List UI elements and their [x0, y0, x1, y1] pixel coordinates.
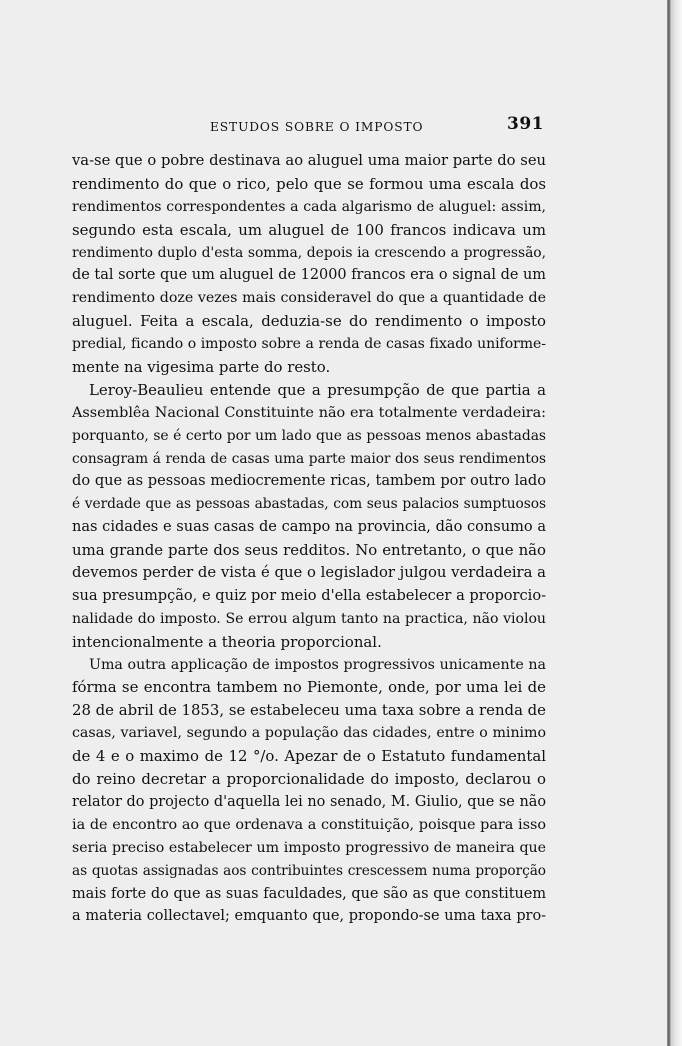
text-line: porquanto, se é certo por um lado que as pessoas menos abastadas [72, 427, 546, 444]
body-text [72, 150, 546, 928]
text-line: de tal sorte que um aluguel de 12000 francos era o signal de um [72, 267, 546, 284]
page-edge [667, 0, 682, 1046]
text-line: é verdade que as pessoas abastadas, com seus palacios sumptuosos [72, 496, 546, 513]
text-line: consagram á renda de casas uma parte maior dos seus rendimentos [72, 450, 546, 467]
text-line: uma grande parte dos seus redditos. No entretanto, o que não [72, 541, 546, 560]
text-line: fórma se encontra tambem no Piemonte, onde, por uma lei de [72, 678, 546, 697]
text-line: de 4 e o maximo de 12 °/o. Apezar de o Estatuto fundamental [72, 747, 546, 766]
text-line: casas, variavel, segundo a população das cidades, entre o minimo [72, 725, 546, 742]
text-line: ia de encontro ao que ordenava a constituição, poisque para isso [72, 816, 546, 833]
text-line: va-se que o pobre destinava ao aluguel uma maior parte do seu [72, 152, 546, 169]
text-line: rendimento do que o rico, pelo que se formou uma escala dos [72, 174, 546, 193]
text-line: 28 de abril de 1853, se estabeleceu uma taxa sobre a renda de [72, 701, 546, 720]
text-line: Uma outra applicação de impostos progressivos unicamente na [89, 656, 546, 673]
page-header [72, 114, 546, 138]
text-line: rendimentos correspondentes a cada algarismo de aluguel: assim, [72, 198, 546, 215]
text-line: devemos perder de vista é que o legislador julgou verdadeira a [72, 564, 546, 582]
text-line: do reino decretar a proporcionalidade do imposto, declarou o [72, 770, 546, 789]
text-line: predial, ficando o imposto sobre a renda de casas fixado uniforme- [72, 336, 546, 353]
text-line: Leroy-Beaulieu entende que a presumpção de que partia a [89, 380, 546, 399]
text-line: a materia collectavel; emquanto que, propondo-se uma taxa pro- [72, 908, 546, 925]
text-line: rendimento doze vezes mais consideravel do que a quantidade de [72, 290, 546, 307]
text-line: relator do projecto d'aquella lei no senado, M. Giulio, que se não [72, 793, 546, 810]
text-line: sua presumpção, e quiz por meio d'ella estabelecer a proporcio- [72, 586, 546, 604]
page-number: 391 [507, 114, 544, 134]
text-line: segundo esta escala, um aluguel de 100 francos indicava um [72, 220, 546, 239]
text-line: nas cidades e suas casas de campo na provincia, dão consumo a [72, 518, 546, 536]
text-line: aluguel. Feita a escala, deduzia-se do rendimento o imposto [72, 312, 546, 331]
text-line: as quotas assignadas aos contribuintes crescessem numa proporção [72, 862, 546, 879]
text-line: do que as pessoas mediocremente ricas, tambem por outro lado [72, 472, 546, 490]
text-line: rendimento duplo d'esta somma, depois ia crescendo a progressão, [72, 244, 546, 261]
text-line: Assemblêa Nacional Constituinte não era totalmente verdadeira: [72, 404, 546, 421]
text-line: intencionalmente a theoria proporcional. [72, 632, 382, 651]
text-line: seria preciso estabelecer um imposto progressivo de maneira que [72, 839, 546, 856]
text-line: mais forte do que as suas faculdades, que são as que constituem [72, 885, 546, 902]
running-title: ESTUDOS SOBRE O IMPOSTO [210, 120, 424, 134]
text-line: mente na vigesima parte do resto. [72, 358, 331, 377]
text-line: nalidade do imposto. Se errou algum tanto na practica, não violou [72, 610, 546, 627]
